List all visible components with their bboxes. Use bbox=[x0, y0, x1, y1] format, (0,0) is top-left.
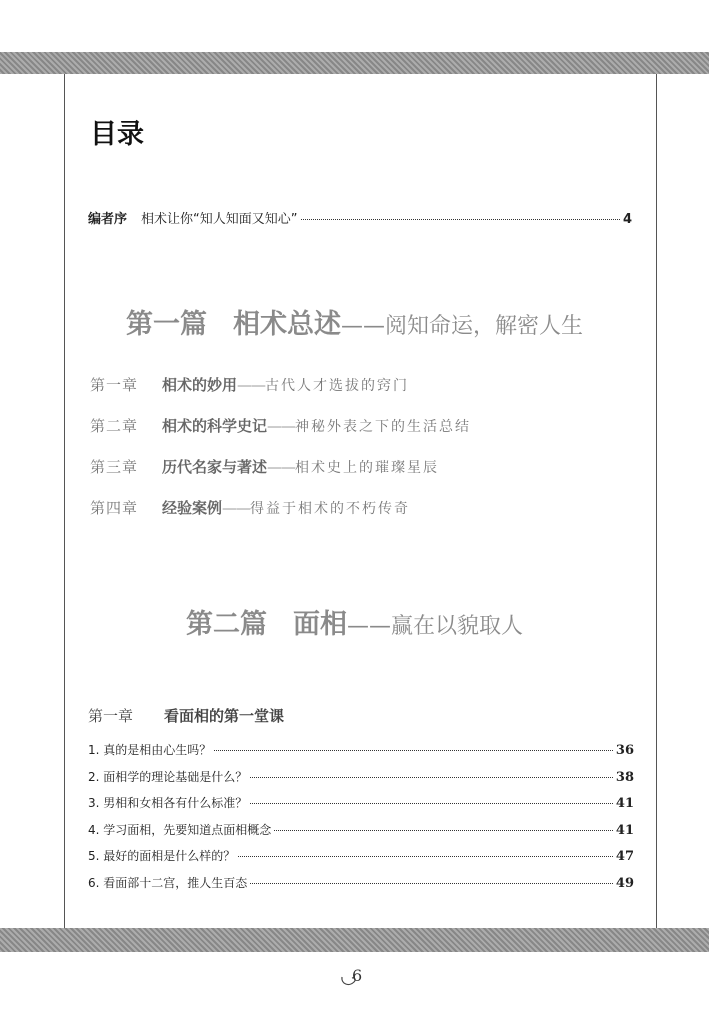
part2-title: 面相 bbox=[292, 609, 347, 640]
preface-page: 4 bbox=[622, 212, 632, 227]
part1-label: 第一篇 bbox=[125, 309, 207, 340]
chapter-dash: —— bbox=[267, 417, 296, 435]
part2-heading bbox=[0, 602, 709, 641]
dot-leader bbox=[301, 219, 620, 220]
toc-item-page: 49 bbox=[615, 875, 634, 891]
chapter-dash: —— bbox=[222, 499, 251, 517]
chapter-name: 经验案例 bbox=[162, 499, 223, 517]
chapter-subtitle: 得益于相术的不朽传奇 bbox=[250, 501, 411, 517]
chapter-entry[interactable] bbox=[90, 374, 471, 415]
toc-item-text: 1. 真的是相由心生吗？ bbox=[88, 743, 212, 757]
chapter-dash: —— bbox=[267, 458, 296, 476]
toc-item-text: 2. 面相学的理论基础是什么？ bbox=[88, 769, 248, 784]
chapter-dash: —— bbox=[237, 376, 266, 394]
preface-text: 相术让你“知人知面又知心” bbox=[141, 212, 298, 227]
chapter-name: 看面相的第一堂课 bbox=[164, 707, 285, 725]
dot-leader bbox=[238, 856, 613, 857]
dot-leader bbox=[214, 750, 613, 751]
chapter-subtitle: 古代人才选拔的窍门 bbox=[265, 378, 410, 394]
part2-chapter1-heading[interactable] bbox=[88, 705, 284, 726]
dot-leader bbox=[274, 830, 613, 831]
toc-item-text: 5. 最好的面相是什么样的？ bbox=[88, 849, 236, 863]
toc-item[interactable] bbox=[88, 741, 634, 768]
toc-item[interactable] bbox=[88, 847, 634, 874]
toc-item-page: 36 bbox=[615, 743, 634, 758]
left-frame-line bbox=[64, 74, 65, 928]
toc-item[interactable] bbox=[88, 821, 634, 848]
part1-title: 相术总述 bbox=[232, 309, 341, 340]
dot-leader bbox=[250, 883, 613, 884]
part2-dash: —— bbox=[346, 614, 391, 639]
part1-chapter-list bbox=[90, 374, 471, 538]
top-scan-band bbox=[0, 52, 709, 74]
preface-entry[interactable] bbox=[88, 208, 632, 227]
toc-item-page: 47 bbox=[615, 849, 634, 864]
part1-subtitle: 阅知命运，解密人生 bbox=[384, 314, 583, 339]
chapter-number: 第二章 bbox=[90, 417, 139, 435]
part1-dash: —— bbox=[340, 314, 385, 339]
chapter-number: 第一章 bbox=[88, 707, 134, 725]
chapter-subtitle: 神秘外表之下的生活总结 bbox=[295, 419, 472, 435]
toc-item-text: 3. 男相和女相各有什么标准？ bbox=[88, 796, 248, 810]
part2-subtitle: 赢在以貌取人 bbox=[390, 614, 523, 639]
chapter-name: 相术的科学史记 bbox=[162, 417, 268, 435]
toc-item-text: 6. 看面部十二宫，推人生百态 bbox=[88, 875, 248, 890]
page-number: 6 bbox=[352, 966, 363, 985]
bottom-scan-band bbox=[0, 928, 709, 952]
chapter-number: 第三章 bbox=[90, 458, 139, 476]
part2-item-list bbox=[88, 741, 634, 900]
toc-item[interactable] bbox=[88, 794, 634, 821]
preface-label: 编者序 bbox=[88, 212, 128, 227]
toc-item-page: 41 bbox=[615, 822, 634, 838]
chapter-number: 第四章 bbox=[90, 499, 139, 517]
dot-leader bbox=[250, 803, 613, 804]
toc-item[interactable] bbox=[88, 768, 634, 795]
chapter-entry[interactable] bbox=[90, 415, 471, 456]
chapter-name: 历代名家与著述 bbox=[162, 458, 268, 476]
toc-item-page: 41 bbox=[615, 796, 634, 811]
toc-item-text: 4. 学习面相，先要知道点面相概念 bbox=[88, 822, 272, 837]
chapter-number: 第一章 bbox=[90, 376, 139, 394]
dot-leader bbox=[250, 777, 613, 778]
page-title: 目录 bbox=[90, 119, 144, 150]
right-frame-line bbox=[656, 74, 657, 928]
part1-heading bbox=[0, 302, 709, 341]
part2-label: 第二篇 bbox=[185, 609, 267, 640]
chapter-subtitle: 相术史上的璀璨星辰 bbox=[295, 460, 440, 476]
chapter-entry[interactable] bbox=[90, 456, 471, 497]
chapter-entry[interactable] bbox=[90, 497, 471, 538]
toc-item[interactable] bbox=[88, 874, 634, 901]
chapter-name: 相术的妙用 bbox=[162, 376, 238, 394]
toc-item-page: 38 bbox=[615, 769, 634, 785]
